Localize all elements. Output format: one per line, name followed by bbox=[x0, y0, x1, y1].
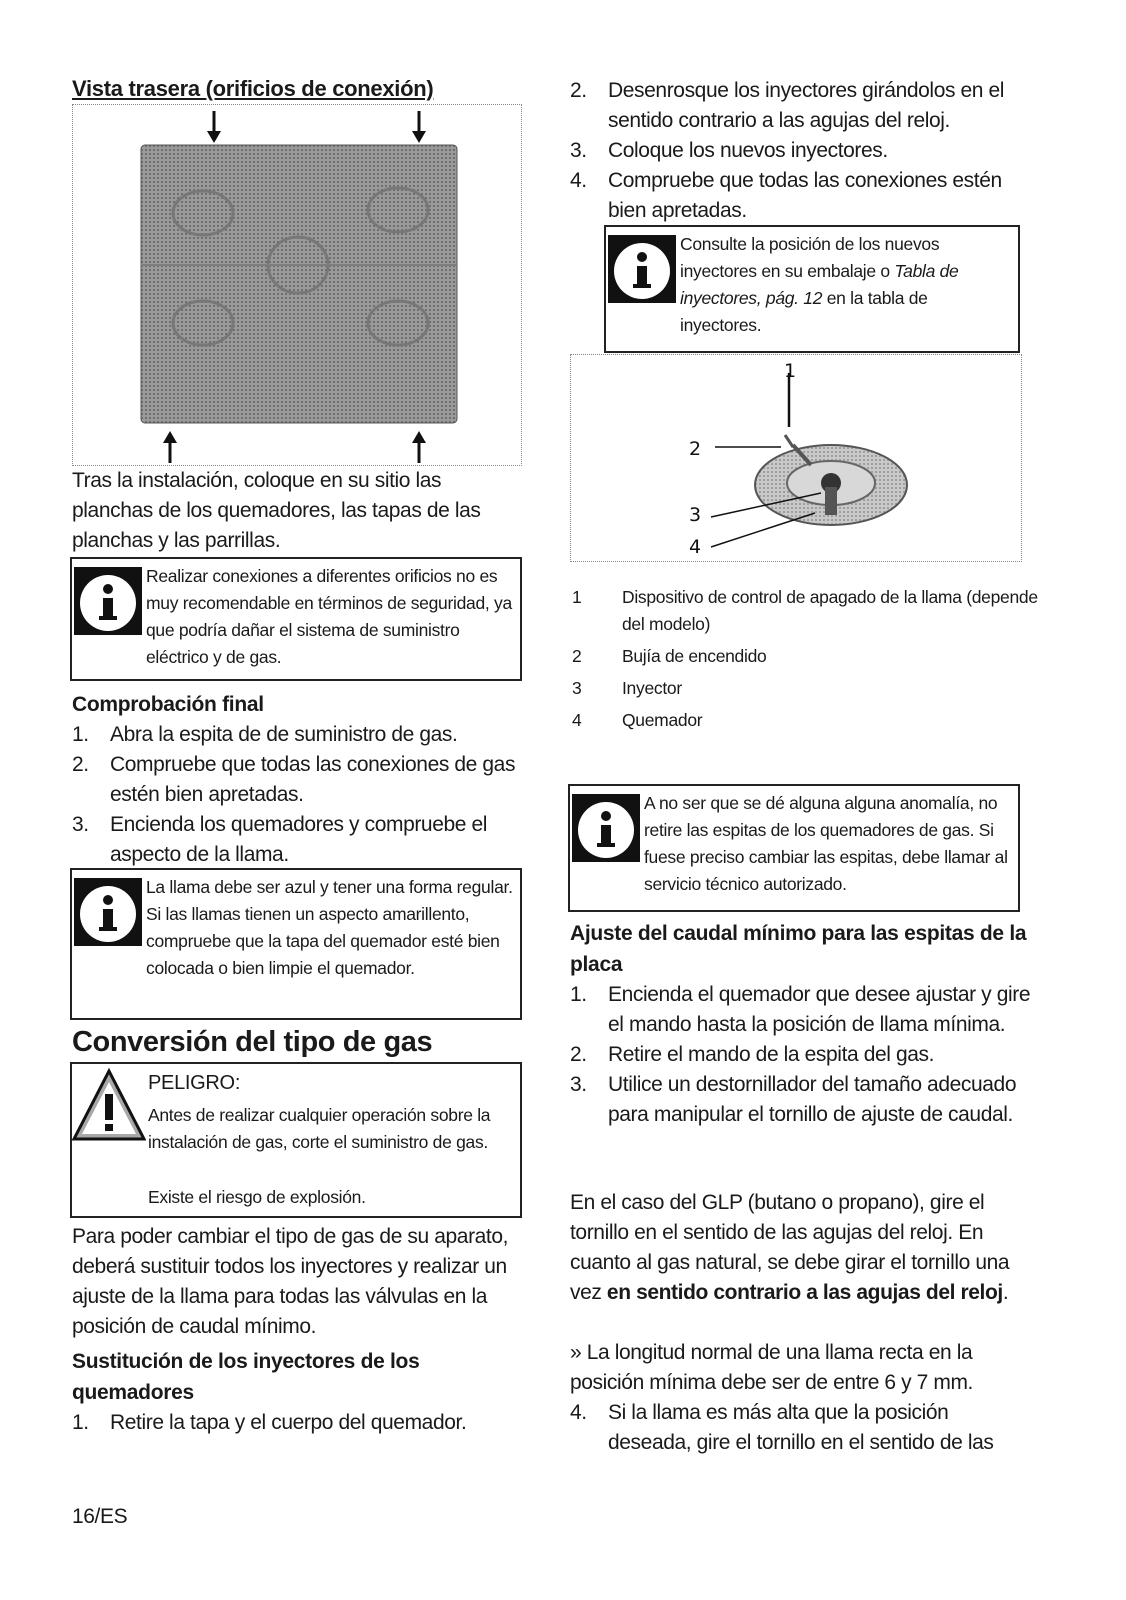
list-item: 1. Retire la tapa y el cuerpo del quemador. bbox=[72, 1411, 467, 1434]
list-item: 4. Compruebe que todas las conexiones estén bien apretadas. bbox=[570, 169, 1002, 222]
danger-note bbox=[70, 1062, 522, 1218]
gas-conversion-title: Conversión del tipo de gas bbox=[72, 1026, 433, 1058]
min-flow-title: Ajuste del caudal mínimo para las espitas de la placa bbox=[570, 922, 1027, 976]
info-icon bbox=[74, 878, 142, 946]
hob-rear-view-illustration bbox=[73, 105, 523, 467]
final-check-title: Comprobación final bbox=[72, 693, 264, 716]
danger-label: PELIGRO: bbox=[148, 1072, 241, 1094]
rear-view-figure bbox=[72, 104, 522, 466]
list-item: 3. Encienda los quemadores y compruebe el aspecto de la llama. bbox=[72, 813, 488, 866]
arrow-icon bbox=[207, 111, 221, 143]
arrow-icon bbox=[412, 431, 426, 463]
list-item: 3. Coloque los nuevos inyectores. bbox=[570, 139, 888, 162]
injector-list-start bbox=[72, 1408, 530, 1438]
note-injectors bbox=[604, 225, 1020, 353]
legend-item: 1 Dispositivo de control de apagado de la llama (depende del modelo) bbox=[572, 587, 1038, 634]
list-item: 1. Encienda el quemador que desee ajustar y gire el mando hasta la posición de llama mínima. bbox=[570, 983, 1031, 1036]
danger-text: Antes de realizar cualquier operación sobre la instalación de gas, corte el suministro de gas. bbox=[148, 1105, 491, 1152]
arrow-icon bbox=[163, 431, 177, 463]
after-install-text: Tras la instalación, coloque en su sitio las planchas de los quemadores, las tapas de las planchas y las parrillas. bbox=[72, 469, 481, 552]
note-flame bbox=[70, 868, 522, 1020]
note-connections bbox=[70, 557, 522, 681]
legend-item: 3 Inyector bbox=[572, 678, 682, 698]
arrow-icon bbox=[412, 111, 426, 143]
figure-label-4: 4 bbox=[689, 536, 702, 558]
injector-list-continued bbox=[570, 76, 1032, 226]
page-number: 16/ES bbox=[72, 1505, 128, 1528]
list-item: 2. Desenrosque los inyectores girándolos en el sentido contrario a las agujas del reloj. bbox=[570, 79, 1005, 132]
note-connections-text: Realizar conexiones a diferentes orificios no es muy recomendable en términos de seguridad, ya que podría dañar el sistema de suministro eléctrico y de gas. bbox=[146, 566, 512, 667]
legend-item: 2 Bujía de encendido bbox=[572, 646, 767, 666]
min-flow-list-continued bbox=[570, 1398, 1032, 1458]
final-check-list bbox=[72, 720, 530, 870]
flame-length-text: » La longitud normal de una llama recta en la posición mínima debe ser de entre 6 y 7 mm. bbox=[570, 1341, 973, 1394]
danger-text-2: Existe el riesgo de explosión. bbox=[148, 1187, 366, 1207]
burner-figure bbox=[570, 354, 1022, 562]
list-item: 4. Si la llama es más alta que la posición deseada, gire el tornillo en el sentido de las bbox=[570, 1401, 994, 1454]
note-injectors-text: Consulte la posición de los nuevos inyectores en su embalaje o Tabla de inyectores, pág. 12 en la tabla de inyectores. bbox=[680, 234, 959, 335]
info-icon bbox=[572, 794, 640, 862]
info-icon bbox=[608, 235, 676, 303]
info-icon bbox=[74, 567, 142, 635]
rear-view-title: Vista trasera (orificios de conexión) bbox=[72, 76, 434, 101]
lpg-text: En el caso del GLP (butano o propano), gire el tornillo en el sentido de las agujas del reloj. En cuanto al gas natural, se debe girar el tornillo una vez en sentido contrario a las agujas del reloj. bbox=[570, 1191, 1010, 1304]
burner-illustration bbox=[571, 355, 1023, 563]
figure-label-3: 3 bbox=[689, 504, 702, 526]
list-item: 2. Retire el mando de la espita del gas. bbox=[570, 1043, 935, 1066]
min-flow-list bbox=[570, 980, 1032, 1130]
legend-item: 4 Quemador bbox=[572, 710, 703, 730]
note-taps bbox=[568, 784, 1020, 912]
injector-title: Sustitución de los inyectores de los quemadores bbox=[72, 1350, 420, 1404]
conversion-text: Para poder cambiar el tipo de gas de su aparato, deberá sustituir todos los inyectores y realizar un ajuste de la llama para todas las válvulas en la posición de caudal mínimo. bbox=[72, 1225, 509, 1338]
note-flame-text: La llama debe ser azul y tener una forma regular. Si las llamas tienen un aspecto amarillento, compruebe que la tapa del quemador esté bien colocada o bien limpie el quemador. bbox=[146, 877, 513, 978]
list-item: 1. Abra la espita de de suministro de gas. bbox=[72, 723, 458, 746]
list-item: 3. Utilice un destornillador del tamaño adecuado para manipular el tornillo de ajuste de caudal. bbox=[570, 1073, 1017, 1126]
warning-triangle-icon bbox=[72, 1068, 146, 1142]
note-taps-text: A no ser que se dé alguna alguna anomalía, no retire las espitas de los quemadores de gas. Si fuese preciso cambiar las espitas, debe llamar al servicio técnico autorizado. bbox=[644, 793, 1008, 894]
figure-label-1: 1 bbox=[784, 360, 797, 382]
list-item: 2. Compruebe que todas las conexiones de gas estén bien apretadas. bbox=[72, 753, 516, 806]
figure-label-2: 2 bbox=[689, 438, 702, 460]
